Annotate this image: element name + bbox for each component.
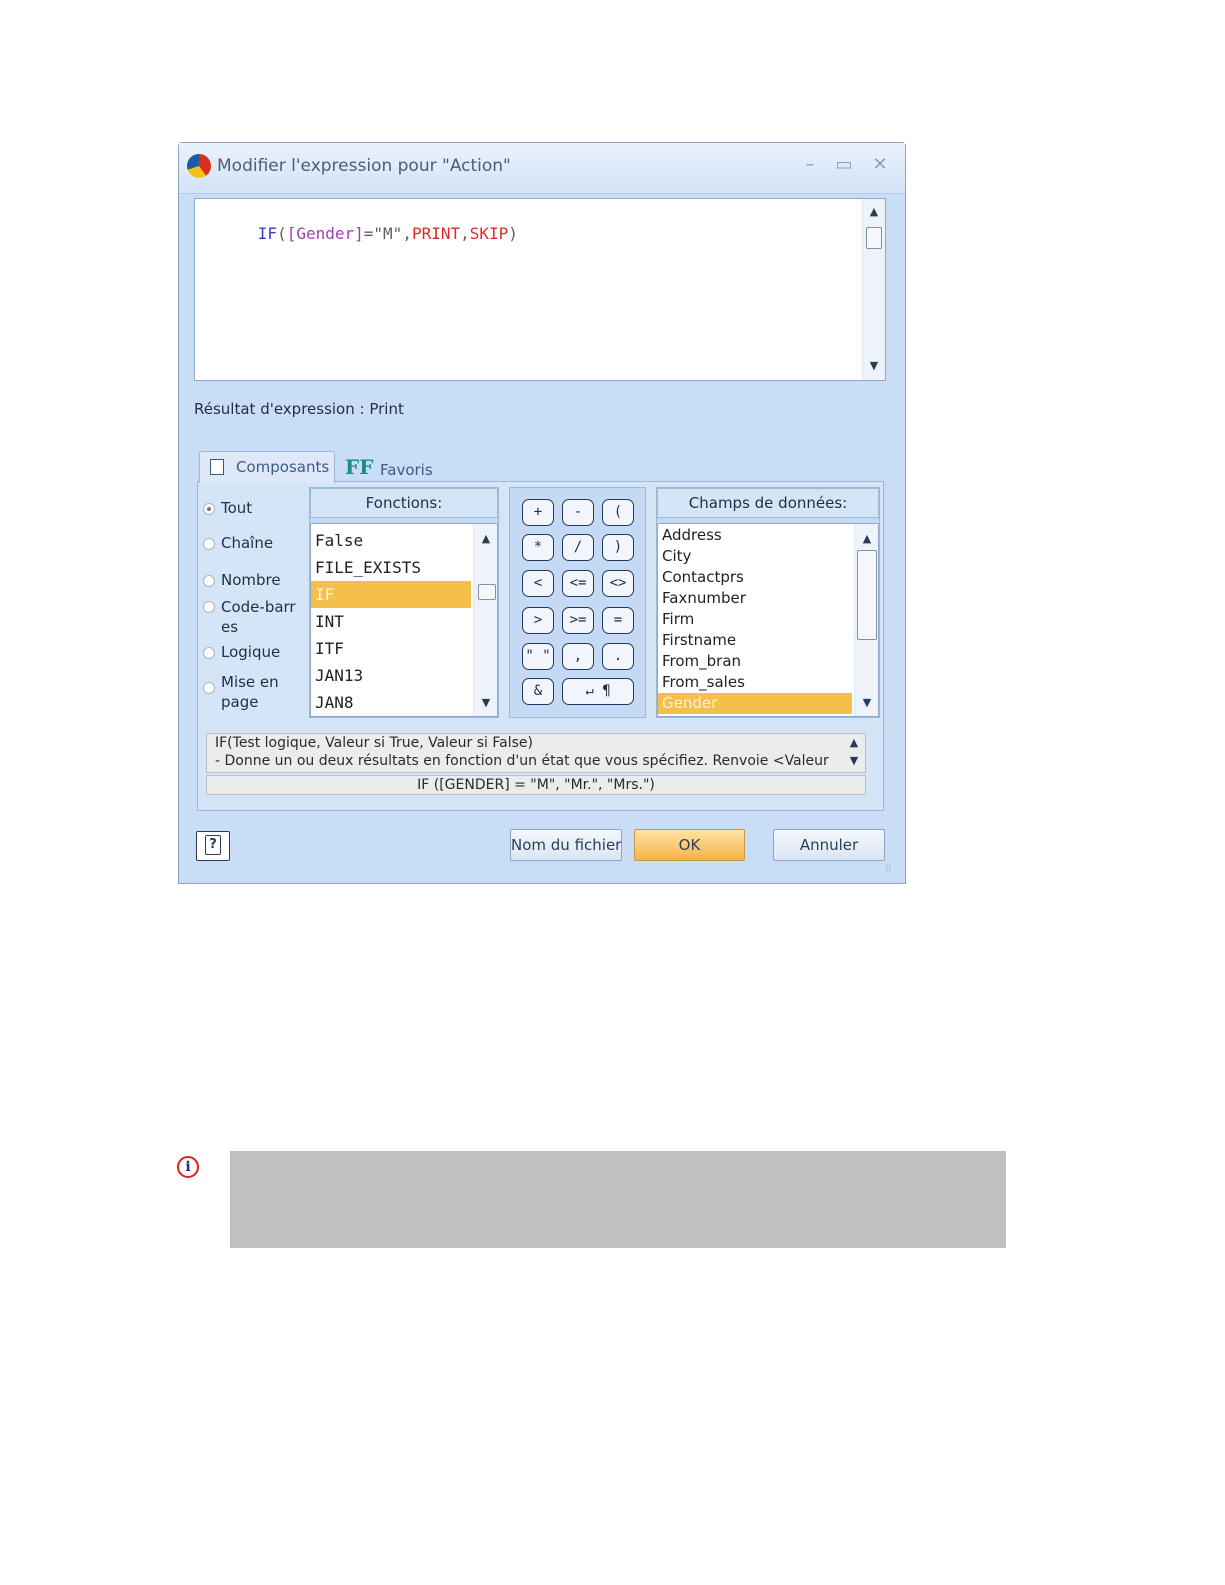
token-comma: , (460, 224, 470, 243)
radio-button[interactable] (203, 682, 215, 694)
operator-less-equal-button[interactable]: <= (562, 570, 594, 597)
radio-logique[interactable] (203, 643, 280, 661)
fields-header: Champs de données: (657, 488, 879, 518)
description-text: - Donne un ou deux résultats en fonction d'un état que vous spécifiez. Renvoie <Valeur (215, 753, 829, 769)
scroll-down-icon[interactable]: ▼ (869, 359, 879, 372)
operator-greater-button[interactable]: > (522, 607, 554, 634)
radio-button[interactable] (203, 575, 215, 587)
field-item[interactable]: From_sales (662, 673, 745, 691)
expression-text (200, 205, 518, 262)
info-note-box (230, 1151, 1006, 1248)
scroll-down-icon[interactable]: ▼ (849, 754, 859, 767)
function-item[interactable]: False (315, 531, 364, 550)
operator-divide-button[interactable]: / (562, 534, 594, 561)
maximize-button[interactable]: ▭ (835, 154, 853, 175)
radio-mise-en-page[interactable] (203, 672, 279, 712)
resize-grip-icon[interactable]: ⠿ (885, 865, 892, 875)
field-item[interactable]: Faxnumber (662, 589, 746, 607)
token-field: [Gender] (286, 224, 364, 243)
operator-close-paren-button[interactable]: ) (602, 534, 634, 561)
title-bar[interactable] (179, 143, 905, 194)
filename-button[interactable]: Nom du fichier (510, 829, 622, 861)
field-item[interactable]: City (662, 547, 692, 565)
tab-favoris[interactable] (345, 453, 455, 485)
radio-label: Nombre (221, 571, 281, 589)
token-comma: , (402, 224, 412, 243)
function-item[interactable]: JAN8 (315, 693, 354, 712)
token-keyword: PRINT (411, 224, 461, 243)
fields-list[interactable] (657, 523, 879, 717)
operator-dot-button[interactable]: . (602, 643, 634, 670)
function-item-selected[interactable]: IF (311, 581, 471, 608)
field-item[interactable]: Firm (662, 610, 695, 628)
radio-label: Mise en page (221, 673, 279, 711)
field-item[interactable]: From_bran (662, 652, 742, 670)
scroll-up-icon[interactable]: ▲ (869, 205, 879, 218)
document-icon (210, 459, 224, 475)
favorites-icon: FF (345, 455, 374, 479)
editor-scrollbar[interactable] (862, 199, 885, 380)
radio-button[interactable] (203, 538, 215, 550)
scroll-thumb[interactable] (478, 584, 496, 600)
token-keyword: SKIP (469, 224, 509, 243)
radio-label: Code-barr es (221, 598, 296, 636)
functions-scrollbar[interactable] (473, 524, 498, 716)
function-item[interactable]: INT (315, 612, 344, 631)
info-icon: i (177, 1156, 199, 1178)
help-button[interactable] (196, 831, 230, 861)
functions-list[interactable] (310, 523, 498, 717)
operator-multiply-button[interactable]: * (522, 534, 554, 561)
radio-button[interactable] (203, 601, 215, 613)
operator-quotes-button[interactable]: " " (522, 643, 554, 670)
expression-dialog (178, 142, 906, 884)
description-syntax: IF(Test logique, Valeur si True, Valeur si False) (215, 735, 533, 751)
radio-label: Logique (221, 643, 281, 661)
field-item[interactable]: Address (662, 526, 722, 544)
function-description (206, 733, 866, 773)
close-button[interactable]: ✕ (872, 154, 888, 175)
function-item[interactable]: FILE_EXISTS (315, 558, 421, 577)
token-string: "M" (373, 224, 403, 243)
radio-chaine[interactable] (203, 534, 273, 552)
minimize-button[interactable]: – (805, 154, 815, 175)
tab-label: Composants (236, 458, 330, 476)
radio-label: Chaîne (221, 534, 274, 552)
operator-less-button[interactable]: < (522, 570, 554, 597)
operator-minus-button[interactable]: - (562, 499, 594, 526)
scroll-up-icon[interactable]: ▲ (849, 736, 859, 749)
functions-header: Fonctions: (310, 488, 498, 518)
radio-label: Tout (221, 499, 253, 517)
fields-scrollbar[interactable] (854, 524, 879, 716)
field-item[interactable]: Firstname (662, 631, 737, 649)
scroll-thumb[interactable] (866, 227, 882, 249)
function-example: IF ([GENDER] = "M", "Mr.", "Mrs.") (206, 775, 866, 795)
scroll-up-icon[interactable]: ▲ (481, 532, 491, 545)
help-icon: ? (205, 835, 221, 855)
operator-not-equal-button[interactable]: <> (602, 570, 634, 597)
operator-concat-button[interactable]: & (522, 678, 554, 705)
scroll-down-icon[interactable]: ▼ (862, 696, 872, 709)
function-item[interactable]: JAN13 (315, 666, 364, 685)
operator-greater-equal-button[interactable]: >= (562, 607, 594, 634)
tab-label: Favoris (380, 461, 433, 479)
window-title: Modifier l'expression pour "Action" (217, 156, 511, 176)
ok-button[interactable]: OK (634, 829, 745, 861)
radio-code-barres[interactable] (203, 597, 296, 637)
operator-plus-button[interactable]: + (522, 499, 554, 526)
field-item-selected[interactable]: Gender (658, 693, 852, 714)
app-logo-icon (187, 154, 211, 178)
operator-comma-button[interactable]: , (562, 643, 594, 670)
token-function: IF (257, 224, 278, 243)
radio-tout[interactable] (203, 499, 252, 517)
token-paren: ) (508, 224, 518, 243)
cancel-button[interactable]: Annuler (773, 829, 885, 861)
scroll-thumb[interactable] (857, 550, 877, 640)
tab-composants[interactable] (199, 451, 335, 483)
operator-equal-button[interactable]: = (602, 607, 634, 634)
newline-button[interactable]: ↵ ¶ (562, 678, 634, 705)
radio-button[interactable] (203, 647, 215, 659)
token-paren: ( (277, 224, 287, 243)
expression-result: Résultat d'expression : Print (194, 400, 404, 418)
scroll-down-icon[interactable]: ▼ (481, 696, 491, 709)
function-item[interactable]: ITF (315, 639, 344, 658)
scroll-up-icon[interactable]: ▲ (862, 532, 872, 545)
operator-open-paren-button[interactable]: ( (602, 499, 634, 526)
field-item[interactable]: Contactprs (662, 568, 744, 586)
description-scrollbar[interactable] (843, 734, 865, 772)
radio-nombre[interactable] (203, 571, 281, 589)
token-operator: = (363, 224, 374, 243)
radio-button[interactable] (203, 503, 215, 515)
expression-editor[interactable] (194, 198, 886, 381)
